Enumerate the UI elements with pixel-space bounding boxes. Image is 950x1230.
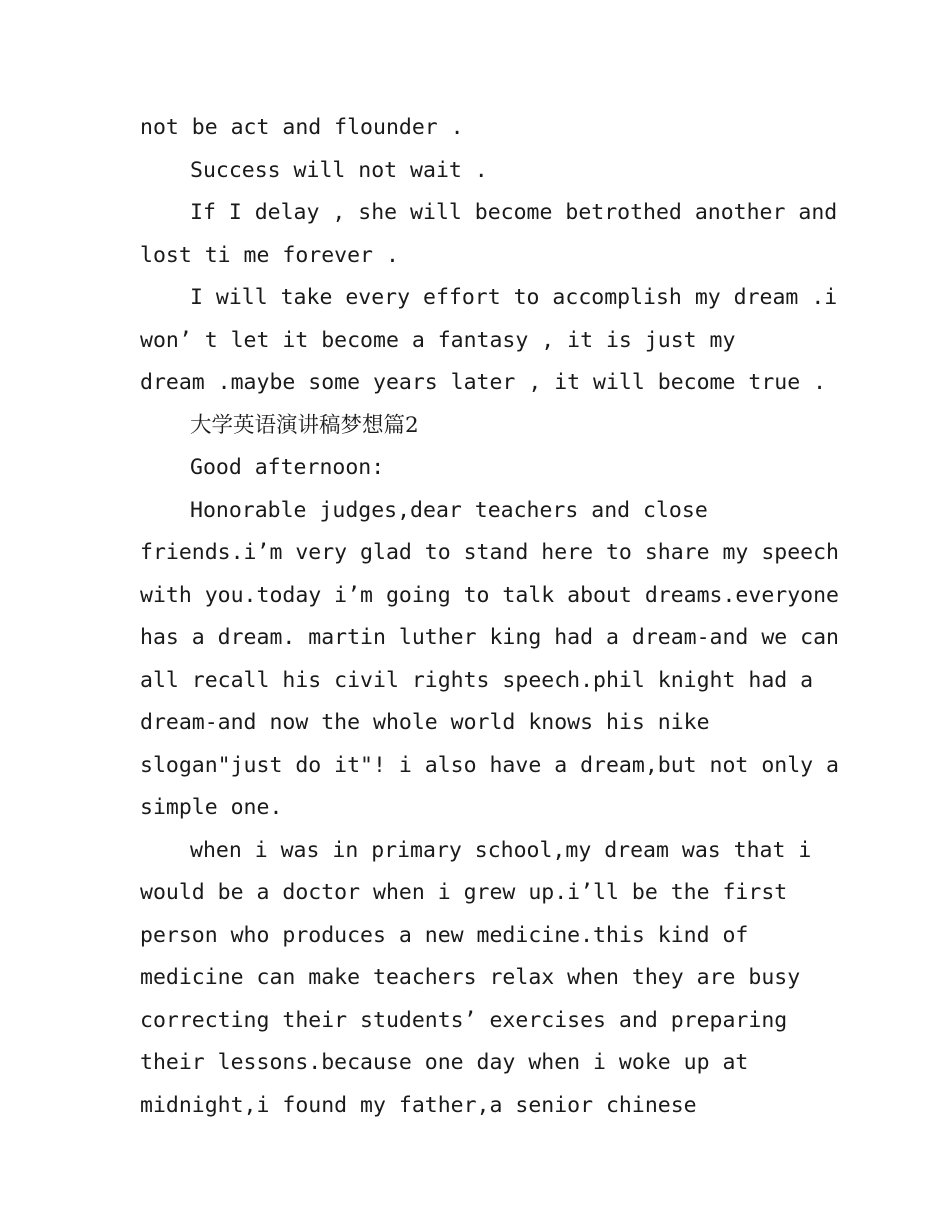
text-line: lost ti me forever . — [140, 242, 399, 268]
document-body — [140, 107, 839, 1127]
section-heading: 大学英语演讲稿梦想篇2 — [190, 412, 419, 438]
text-line: simple one. — [140, 795, 283, 820]
greeting-line: Good afternoon: — [190, 455, 385, 480]
text-line: won’ t let it become a fantasy , it is just my — [140, 327, 736, 353]
text-line: medicine can make teachers relax when they are busy — [140, 965, 801, 990]
text-line: dream .maybe some years later , it will become true . — [140, 370, 827, 395]
text-line: correcting their students’ exercises and preparing — [140, 1007, 788, 1033]
text-line: friends.i’m very glad to stand here to share my speech — [140, 540, 839, 565]
paragraph-line: when i was in primary school,my dream was that i — [190, 837, 812, 863]
text-line: with you.today i’m going to talk about dreams.everyone — [140, 582, 839, 608]
text-line: not be act and flounder . — [140, 115, 464, 140]
text-line: would be a doctor when i grew up.i’ll be the first — [140, 880, 788, 905]
paragraph-line: Success will not wait . — [190, 157, 488, 183]
text-line: person who produces a new medicine.this kind of — [140, 922, 749, 948]
text-line: their lessons.because one day when i woke up at — [140, 1050, 749, 1075]
text-line: has a dream. martin luther king had a dream-and we can — [140, 625, 839, 650]
text-line: midnight,i found my father,a senior chinese — [140, 1092, 697, 1118]
paragraph-line: Honorable judges,dear teachers and close — [190, 497, 708, 523]
text-line: dream-and now the whole world knows his nike — [140, 710, 710, 735]
text-line: slogan"just do it"! i also have a dream,but not only a — [140, 752, 839, 778]
text-line: all recall his civil rights speech.phil knight had a — [140, 667, 814, 693]
paragraph-line: If I delay , she will become betrothed another and — [190, 200, 838, 225]
paragraph-line: I will take every effort to accomplish my dream .i — [190, 285, 838, 310]
